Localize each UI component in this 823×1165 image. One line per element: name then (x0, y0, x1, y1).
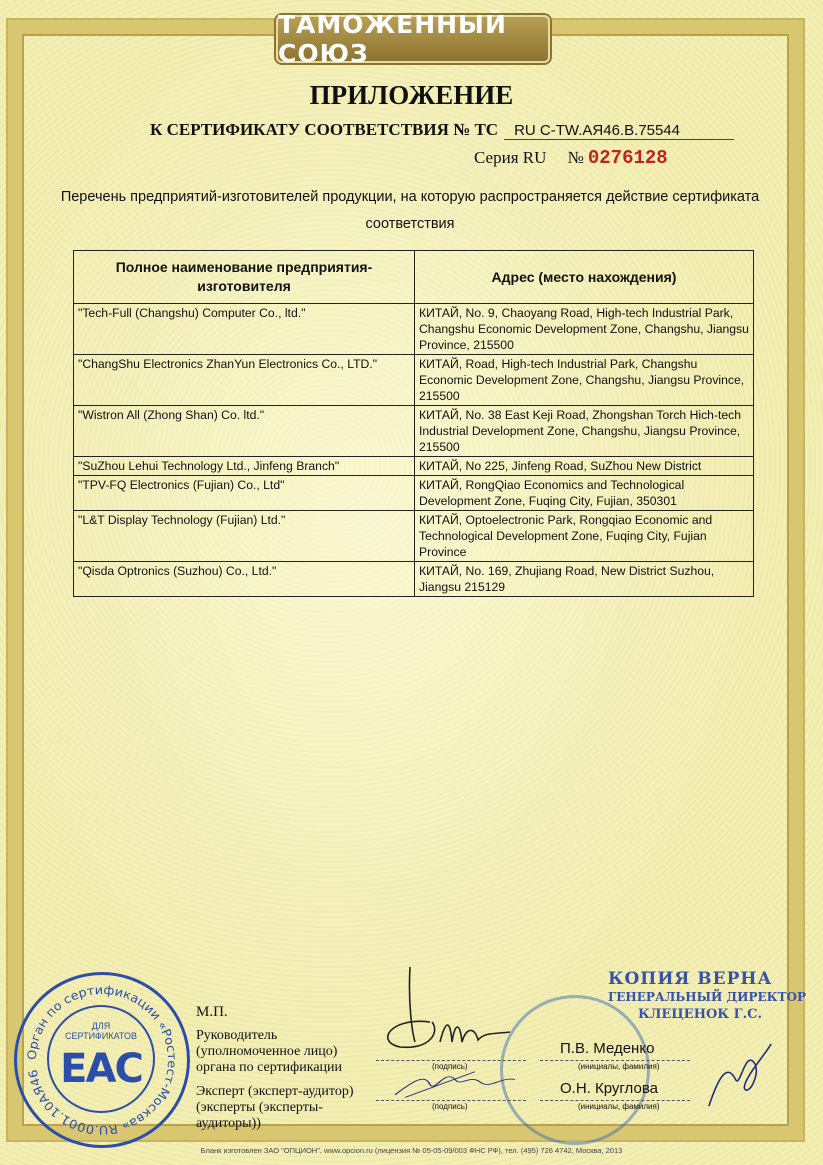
head-signature-caption: (подпись) (432, 1062, 468, 1071)
eac-stamp (14, 972, 190, 1148)
head-name: П.В. Меденко (560, 1040, 655, 1057)
copy-stamp-line1: КОПИЯ ВЕРНА (608, 969, 773, 989)
column-header-name: Полное наименование предприятия-изготовителя (74, 251, 415, 304)
serial-line (474, 147, 668, 169)
manufacturer-address: КИТАЙ, No. 9, Chaoyang Road, High-tech Industrial Park, Changshu Economic Development Zone, Changshu, Jiangsu Province, 215500 (415, 304, 754, 355)
table-row (74, 562, 754, 597)
manufacturer-name: "TPV-FQ Electronics (Fujian) Co., Ltd" (74, 476, 415, 511)
customs-union-banner: ТАМОЖЕННЫЙ СОЮЗ (276, 15, 550, 63)
table-row (74, 406, 754, 457)
copy-stamp-line3: КЛЕЦЕНОК Г.С. (638, 1007, 763, 1022)
manufacturer-name: "SuZhou Lehui Technology Ltd., Jinfeng Branch" (74, 457, 415, 476)
copy-stamp-line2: ГЕНЕРАЛЬНЫЙ ДИРЕКТОР (608, 990, 806, 1004)
head-name-line (540, 1060, 690, 1061)
mp-label: М.П. (196, 1004, 228, 1020)
stamp-ring-label: Орган по сертификации «Ростест-Москва» RU.0001.10АЯ46 (24, 982, 180, 1138)
copy-certified-stamp (608, 970, 806, 1024)
expert-signature (385, 1064, 545, 1100)
eac-mark: ЕАС (60, 1046, 142, 1092)
intro-text: Перечень предприятий-изготовителей продукции, на которую распространяется действие сертификата соответствия (60, 189, 760, 232)
manufacturer-name: "Tech-Full (Changshu) Computer Co., ltd." (74, 304, 415, 355)
table-row (74, 457, 754, 476)
expert-name: О.Н. Круглова (560, 1080, 658, 1097)
form-footer: Бланк изготовлен ЗАО "ОПЦИОН", www.opcion.ru (лицензия № 05-05-09/003 ФНС РФ), тел. (495) 726 4742, Москва, 2013 (200, 1146, 623, 1155)
head-signature (370, 962, 530, 1062)
manufacturer-name: "Qisda Optronics (Suzhou) Co., Ltd." (74, 562, 415, 597)
manufacturers-table (73, 250, 754, 597)
stamp-top-text: ДЛЯ СЕРТИФИКАТОВ (64, 1021, 138, 1041)
expert-name-caption: (инициалы, фамилия) (578, 1102, 660, 1111)
manufacturer-address: КИТАЙ, No. 169, Zhujiang Road, New District Suzhou, Jiangsu 215129 (415, 562, 754, 597)
certificate-row (150, 120, 734, 140)
manufacturer-address: КИТАЙ, No. 38 East Keji Road, Zhongshan Torch Hich-tech Industrial Development Zone, Changshu, Jiangsu Province, 215500 (415, 406, 754, 457)
series-label: Серия RU (474, 148, 547, 167)
manufacturer-name: "L&T Display Technology (Fujian) Ltd." (74, 511, 415, 562)
head-label: Руководитель (уполномоченное лицо) органа по сертификации (196, 1028, 343, 1075)
director-signature (700, 1030, 780, 1120)
serial-number: 0276128 (587, 147, 668, 169)
column-header-address: Адрес (место нахождения) (415, 251, 754, 304)
expert-signature-line (376, 1100, 526, 1101)
table-row (74, 304, 754, 355)
page-title: ПРИЛОЖЕНИЕ (309, 80, 514, 110)
expert-label: Эксперт (эксперт-аудитор) (эксперты (эксперты-аудиторы)) (196, 1084, 354, 1131)
certificate-number: RU C-TW.АЯ46.В.75544 (504, 122, 734, 140)
table-row (74, 355, 754, 406)
certificate-label: К СЕРТИФИКАТУ СООТВЕТСТВИЯ № ТС (150, 120, 499, 139)
manufacturer-address: КИТАЙ, RongQiao Economics and Technological Development Zone, Fuqing City, Fujian, 350301 (415, 476, 754, 511)
number-sign: № (567, 148, 584, 167)
manufacturer-address: КИТАЙ, No 225, Jinfeng Road, SuZhou New District (415, 457, 754, 476)
expert-name-line (540, 1100, 690, 1101)
head-name-caption: (инициалы, фамилия) (578, 1062, 660, 1071)
manufacturer-address: КИТАЙ, Road, High-tech Industrial Park, Changshu Economic Development Zone, Changshu, Jiangsu Province, 215500 (415, 355, 754, 406)
expert-signature-caption: (подпись) (432, 1102, 468, 1111)
table-row (74, 511, 754, 562)
manufacturer-address: КИТАЙ, Optoelectronic Park, Rongqiao Economic and Technological Development Zone, Fuqing City, Fujian Province (415, 511, 754, 562)
manufacturer-name: "Wistron All (Zhong Shan) Co. ltd." (74, 406, 415, 457)
manufacturer-name: "ChangShu Electronics ZhanYun Electronics Co., LTD." (74, 355, 415, 406)
table-row (74, 476, 754, 511)
